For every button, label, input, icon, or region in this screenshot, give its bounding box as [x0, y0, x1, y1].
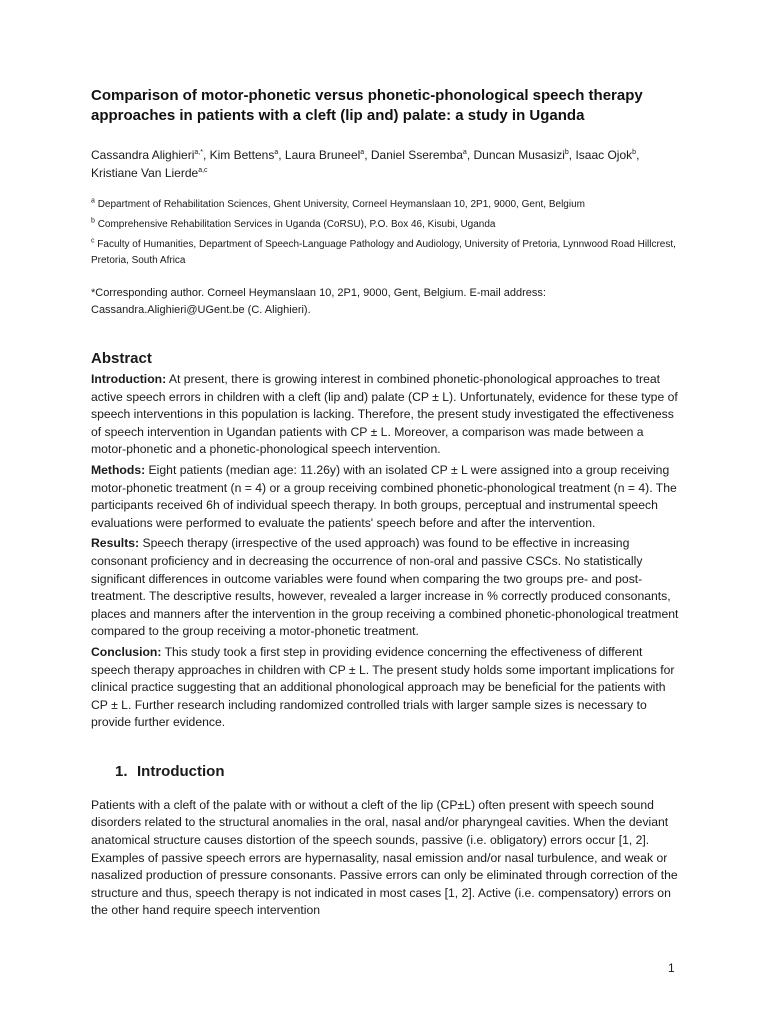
affiliation: $^a$ Department of Rehabilitation Sciences, Ghent University, Corneel Heymanslaan 10, 2P1, 9000, Gent, Belgium — [91, 197, 585, 210]
author: Daniel Sseremba$^a$ — [370, 148, 467, 162]
author: Kristiane Van Lierde$^{a,c}$ — [91, 166, 208, 180]
author: Laura Bruneel$^a$ — [284, 148, 365, 162]
paper-title: Comparison of motor-phonetic versus phonetic-phonological speech therapy approaches in patients with a cleft (lip and) palate: a study in Uganda — [91, 87, 643, 124]
author: Isaac Ojok$^b$ — [575, 148, 637, 162]
introduction-heading: 1. Introduction — [115, 762, 225, 780]
abstract-methods: Methods: Eight patients (median age: 11.26y) with an isolated CP ± L were assigned into a group receiving motor-phonetic treatment (n = 4) or a group receiving combined phonetic-phonological treatment (n = 4). The participants received 6h of individual speech therapy. In both groups, perceptual and instrumental speech evaluations were performed to evaluate the patients' speech before and after the intervention. — [91, 462, 677, 530]
affiliations — [91, 197, 679, 269]
introduction-paragraph: Patients with a cleft of the palate with or without a cleft of the lip (CP±L) often present with speech sound disorders related to the structural anomalies in the oral, nasal and/or pharyngeal cavities. When the deviant anatomical structure causes distortion of the speech sounds, passive (i.e. obligatory) errors occur [1, 2]. Examples of passive speech errors are hypernasality, nasal emission and/or nasal turbulence, and weak or nasalized production of pressure consonants. Passive errors can only be eliminated through correction of the structure and thus, speech therapy is not indicated in most cases [1, 2]. Active (i.e. compensatory) errors on the other hand require speech intervention — [91, 797, 678, 918]
author: Kim Bettens$^a$ — [209, 148, 279, 162]
author: Duncan Musasizi$^b$ — [473, 148, 569, 162]
author-list: Cassandra Alighieri$^{a,*}$, Kim Bettens$^a$, Laura Bruneel$^a$, Daniel Sseremba$^a$, Duncan Musasizi$^b$, Isaac Ojok$^b$, Kristiane Van Lierde$^{a,c}$ — [91, 148, 640, 180]
affiliation: $^b$ Comprehensive Rehabilitation Services in Uganda (CoRSU), P.O. Box 46, Kisubi, Uganda — [91, 217, 496, 230]
page-number: 1 — [668, 961, 675, 975]
corresponding-author-note: *Corresponding author. Corneel Heymanslaan 10, 2P1, 9000, Gent, Belgium. E-mail address: Cassandra.Alighieri@UGent.be (C. Alighieri). — [91, 287, 546, 316]
author: Cassandra Alighieri$^{a,*}$ — [91, 148, 203, 162]
affiliation: $^c$ Faculty of Humanities, Department of Speech-Language Pathology and Audiology, University of Pretoria, Lynnwood Road Hillcrest, Pretoria, South Africa — [91, 237, 676, 266]
abstract-introduction: Introduction: At present, there is growing interest in combined phonetic-phonological approaches to treat active speech errors in children with a cleft (lip and) palate (CP ± L). Unfortunately, evidence for these type of speech interventions in this population is lacking. Therefore, the present study investigated the effectiveness of speech intervention in Ugandan patients with CP ± L. Moreover, a comparison was made between a motor-phonetic and a phonetic-phonological speech intervention. — [91, 372, 678, 457]
paper-page — [91, 86, 679, 920]
abstract-results: Results: Speech therapy (irrespective of the used approach) was found to be effective in increasing consonant proficiency and in decreasing the occurrence of non-oral and passive CSCs. No statistically significant differences in outcome variables were found when comparing the two groups pre- and post-treatment. The descriptive results, however, revealed a larger increase in % correctly produced consonants, places and manners after the intervention in the group receiving a combined phonetic-phonological treatment compared to the group receiving a motor-phonetic treatment. — [91, 536, 679, 639]
abstract-heading: Abstract — [91, 350, 152, 367]
abstract-conclusion: Conclusion: This study took a first step in providing evidence concerning the effectiveness of different speech therapy approaches in children with CP ± L. The present study holds some important implications for clinical practice suggesting that an additional phonological approach may be beneficial for the patients with CP ± L. Further research including randomized controlled trials with larger sample sizes is necessary to provide further evidence. — [91, 644, 675, 730]
